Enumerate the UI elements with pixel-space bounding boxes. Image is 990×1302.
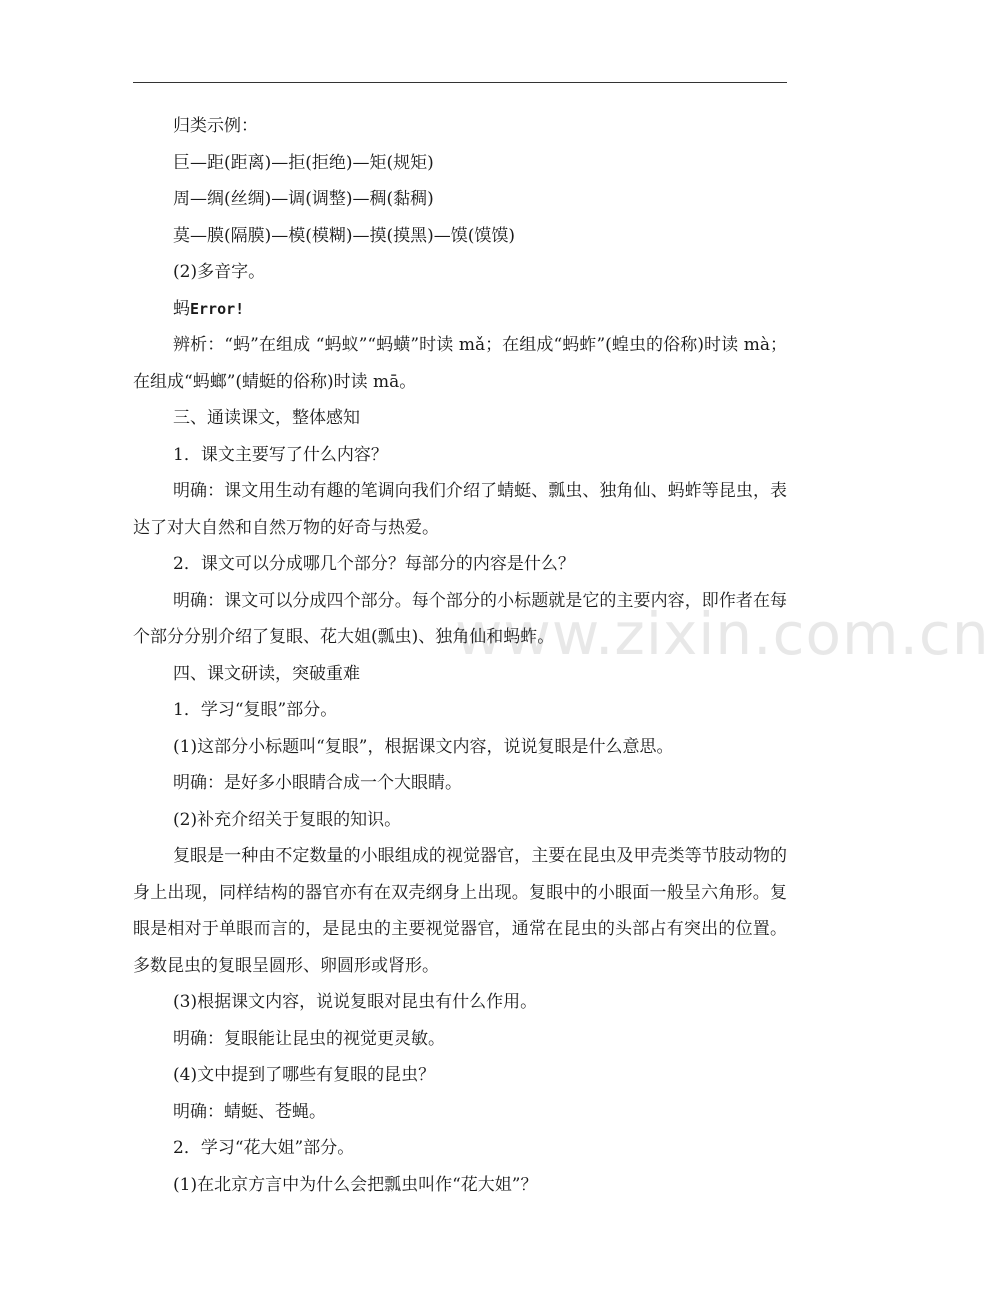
section-heading: 三、通读课文，整体感知: [173, 408, 360, 428]
paragraph: 辨析：“蚂”在组成 “蚂蚁”“蚂蟥”时读 mǎ；在组成“蚂蚱”(蝗虫的俗称)时读 mà；在组成“蚂螂”(蜻蜓的俗称)时读 mā。: [133, 335, 787, 392]
header-rule: [133, 82, 787, 83]
answer: 明确：蜻蜓、苍蝇。: [173, 1101, 326, 1122]
answer: 明确：课文用生动有趣的笔调向我们介绍了蜻蜓、瓢虫、独角仙、蚂蚱等昆虫，表达了对大自然和自然万物的好奇与热爱。: [133, 481, 787, 538]
question: 2．课文可以分成哪几个部分？每部分的内容是什么？: [173, 554, 575, 574]
question: (3)根据课文内容，说说复眼对昆虫有什么作用。: [173, 992, 538, 1012]
question: (2)补充介绍关于复眼的知识。: [173, 809, 402, 830]
paragraph: 归类示例：: [173, 116, 258, 136]
paragraph: 周—绸(丝绸)—调(调整)—稠(黏稠): [173, 189, 434, 209]
answer: 明确：复眼能让昆虫的视觉更灵敏。: [173, 1028, 445, 1049]
error-text: Error!: [190, 299, 245, 318]
section-heading: 四、课文研读，突破重难: [173, 663, 360, 684]
answer: 明确：是好多小眼睛合成一个大眼睛。: [173, 773, 462, 793]
paragraph: 莫—膜(隔膜)—模(模糊)—摸(摸黑)—馍(馍馍): [173, 225, 516, 246]
paragraph: 复眼是一种由不定数量的小眼组成的视觉器官，主要在昆虫及甲壳类等节肢动物的身上出现，同样结构的器官亦有在双壳纲身上出现。复眼中的小眼面一般呈六角形。复眼是相对于单眼而言的，是昆虫的主要视觉器官，通常在昆虫的头部占有突出的位置。多数昆虫的复眼呈圆形、卵圆形或肾形。: [133, 846, 787, 976]
question: 1．学习“复眼”部分。: [173, 700, 338, 720]
question: 1．课文主要写了什么内容？: [173, 444, 388, 465]
watermark: www.zixin.com.cn: [455, 600, 990, 668]
document-body: [133, 108, 787, 1203]
answer: 明确：课文可以分成四个部分。每个部分的小标题就是它的主要内容，即作者在每个部分分别介绍了复眼、花大姐(瓢虫)、独角仙和蚂蚱。: [133, 590, 787, 647]
error-char: 蚂: [173, 298, 190, 319]
paragraph: (2)多音字。: [173, 262, 266, 282]
question: 2．学习“花大姐”部分。: [173, 1138, 355, 1158]
question: (1)在北京方言中为什么会把瓢虫叫作“花大姐”？: [173, 1174, 538, 1195]
question: (4)文中提到了哪些有复眼的昆虫？: [173, 1065, 436, 1085]
paragraph: 巨—距(距离)—拒(拒绝)—矩(规矩): [173, 152, 434, 173]
question: (1)这部分小标题叫“复眼”，根据课文内容，说说复眼是什么意思。: [173, 736, 674, 757]
error-line: [133, 291, 787, 328]
